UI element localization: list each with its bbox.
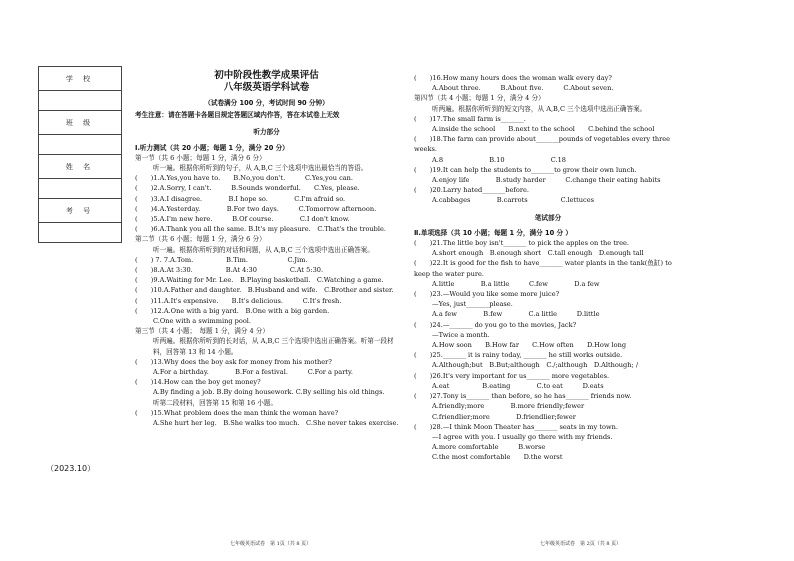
exam-date: （2023.10）	[46, 464, 96, 473]
question-24-reply: —Twice a month.	[432, 330, 490, 339]
exam-notice: 考生注意：请在答题卡各题目规定答题区域内作答，答在本试卷上无效	[135, 111, 340, 120]
question-8: ( )8.A.At 3:30. B.At 4:30 C.At 5:30.	[135, 266, 324, 275]
question-17: ( )17.The small farm is_______.	[414, 114, 526, 123]
part3-heading: 第三节（共 4 小题； 每题 1 分，满分 4 分）	[135, 327, 269, 336]
left-column	[135, 70, 398, 428]
question-25-options: A.Although;but B.But;although C./;although D.Although; /	[432, 361, 639, 370]
number-field[interactable]	[39, 223, 122, 243]
question-27-options-ab: A.friendly;more B.more friendly;fewer	[432, 402, 585, 411]
question-28: ( )28.—I think Moon Theater has_______ seats in my town.	[414, 422, 618, 431]
listening-part-heading: 听力部分	[253, 128, 280, 137]
exam-subtitle: 八年级英语学科试卷	[223, 82, 310, 93]
question-16-options: A.About three. B.About five. C.About seven.	[432, 84, 614, 93]
student-info-table	[38, 66, 122, 243]
question-27: ( )27.Tony is_______ than before, so he has_______ friends now.	[414, 392, 632, 401]
question-20-options: A.cabbages B.carrots C.lettuces	[432, 196, 595, 205]
question-16: ( )16.How many hours does the woman walk every day?	[414, 74, 612, 82]
question-24-options: A.How soon B.How far C.How often D.How long	[432, 341, 627, 350]
school-label: 学 校	[39, 67, 122, 91]
question-4: ( )4.A.Yesterday. B.For two days. C.Tomorrow afternoon.	[135, 204, 377, 213]
question-22: ( )22.It is good for the fish to have_______ water plants in the tank(鱼缸) to keep the water pure.	[414, 259, 672, 278]
question-3: ( )3.A.I disagree. B.I hope so. C.I'm afraid so.	[135, 194, 346, 203]
question-21: ( )21.The little boy isn't_______ to pick the apples on the tree.	[414, 239, 629, 248]
question-9: ( )9.A.Waiting for Mr. Lee. B.Playing basketball. C.Watching a game.	[135, 276, 384, 285]
question-11: ( )11.A.It's expensive. B.It's delicious. C.It's fresh.	[135, 296, 342, 305]
question-23-options: A.a few B.few C.a little D.little	[432, 310, 600, 319]
question-28-options-ab: A.more comfortable B.worse	[432, 443, 546, 452]
name-label: 姓 名	[39, 155, 122, 179]
question-24: ( )24.—_______ do you go to the movies, Jack?	[414, 320, 577, 329]
question-7: ( ) 7. 7.A.Tom. B.Tim. C.Jim.	[135, 255, 308, 264]
question-23: ( )23.—Would you like some more juice?	[414, 290, 560, 299]
question-20: ( )20.Larry hated_______before.	[414, 186, 529, 195]
question-18-options: A.8 B.10 C.18	[432, 155, 566, 164]
number-label: 考 号	[39, 199, 122, 223]
question-26: ( )26.It's very important for us_______ more vegetables.	[414, 371, 610, 380]
part4-heading: 第四节（共 4 小题；每题 1 分，满分 4 分）	[414, 94, 545, 103]
question-1: ( )1.A.Yes,you have to. B.No,you don't. C.Yes,you can.	[135, 174, 354, 183]
question-22-options: A.little B.a little C.few D.a few	[432, 279, 600, 288]
question-27-options-cd: C.friendlier;more D.friendlier;fewer	[432, 412, 576, 421]
section2-heading: Ⅱ.单项选择（共 10 小题；每题 1 分，满分 10 分 ）	[414, 228, 572, 237]
part2-instruction: 听一遍。根据你所听到的对话和问题，从 A,B,C 三个选项中选出正确答案。	[153, 245, 374, 254]
name-field[interactable]	[39, 179, 122, 199]
question-15-options: A.She hurt her leg. B.She walks too much. C.She never takes exercise.	[153, 419, 399, 428]
question-19-options: A.enjoy life B.study harder C.change their eating habits	[432, 176, 661, 185]
school-field[interactable]	[39, 91, 122, 111]
class-label: 班 级	[39, 111, 122, 135]
part3-instruction: 听两遍。根据你所听到的长对话，从 A,B,C 三个选项中选出正确答案。听第一段材料，回答第 13 和 14 小题。	[153, 337, 394, 356]
question-21-options: A.short enough B.enough short C.tall enough D.enough tall	[432, 249, 644, 258]
question-14-note: 听第二段材料，回答第 15 和第 16 小题。	[153, 398, 278, 407]
question-12: ( )12.A.One with a big yard. B.One with a big garden.	[135, 306, 330, 315]
question-13-options: A.For a birthday. B.For a festival. C.For a party.	[153, 368, 353, 377]
page-footer-left: 七年级英语试卷 第 1页（共 8 页）	[230, 541, 312, 547]
section1-heading: Ⅰ.听力测试（共 20 小题；每题 1 分，满分 20 分）	[135, 143, 289, 152]
exam-info: （试卷满分 100 分，考试时间 90 分钟）	[204, 99, 329, 107]
question-12-option-c: C.One with a swimming pool.	[153, 317, 252, 326]
class-field[interactable]	[39, 135, 122, 155]
part4-instruction: 听两遍。根据你所听到的短文内容，从 A,B,C 三个选项中选出正确答案。	[432, 104, 647, 113]
question-2: ( )2.A.Sorry, I can't. B.Sounds wonderful. C.Yes, please.	[135, 184, 360, 193]
right-column	[414, 73, 682, 463]
part2-heading: 第二节（共 6 小题；每题 1 分，满分 6 分）	[135, 235, 266, 244]
question-14-options: A.By finding a job. B.By doing housework. C.By selling his old things.	[153, 388, 385, 397]
question-18: ( )18.The farm can provide about_______pounds of vegetables every three weeks.	[414, 135, 671, 154]
question-25: ( )25._______ it is rainy today, _______ he still works outside.	[414, 351, 623, 360]
question-17-options: A.inside the school B.next to the school C.behind the school	[432, 125, 655, 134]
question-28-reply: —I agree with you. I usually go there with my friends.	[432, 432, 613, 441]
question-28-options-cd: C.the most comfortable D.the worst	[432, 453, 563, 462]
question-13: ( )13.Why does the boy ask for money from his mother?	[135, 357, 332, 366]
question-14: ( )14.How can the boy get money?	[135, 378, 261, 387]
part1-heading: 第一节（共 6 小题；每题 1 分，满分 6 分）	[135, 153, 266, 162]
question-26-options: A.eat B.eating C.to eat D.eats	[432, 381, 604, 390]
question-23-reply: —Yes, just_______please.	[432, 300, 513, 309]
question-5: ( )5.A.I'm new here. B.Of course. C.I don't know.	[135, 215, 350, 224]
question-6: ( )6.A.Thank you all the same. B.It's my pleasure. C.That's the trouble.	[135, 225, 386, 234]
question-10: ( )10.A.Father and daughter. B.Husband and wife. C.Brother and sister.	[135, 286, 394, 295]
page-footer-right: 七年级英语试卷 第 2页（共 8 页）	[540, 541, 622, 547]
exam-title: 初中阶段性教学成果评估	[214, 70, 319, 81]
written-part-heading: 笔试部分	[534, 213, 562, 222]
question-15: ( )15.What problem does the man think the woman have?	[135, 408, 339, 417]
part1-instruction: 听一遍。根据你所听到的句子，从 A,B,C 三个选项中选出最恰当的答语。	[153, 164, 368, 173]
question-19: ( )19.It can help the students to_______to grow their own lunch.	[414, 165, 637, 174]
